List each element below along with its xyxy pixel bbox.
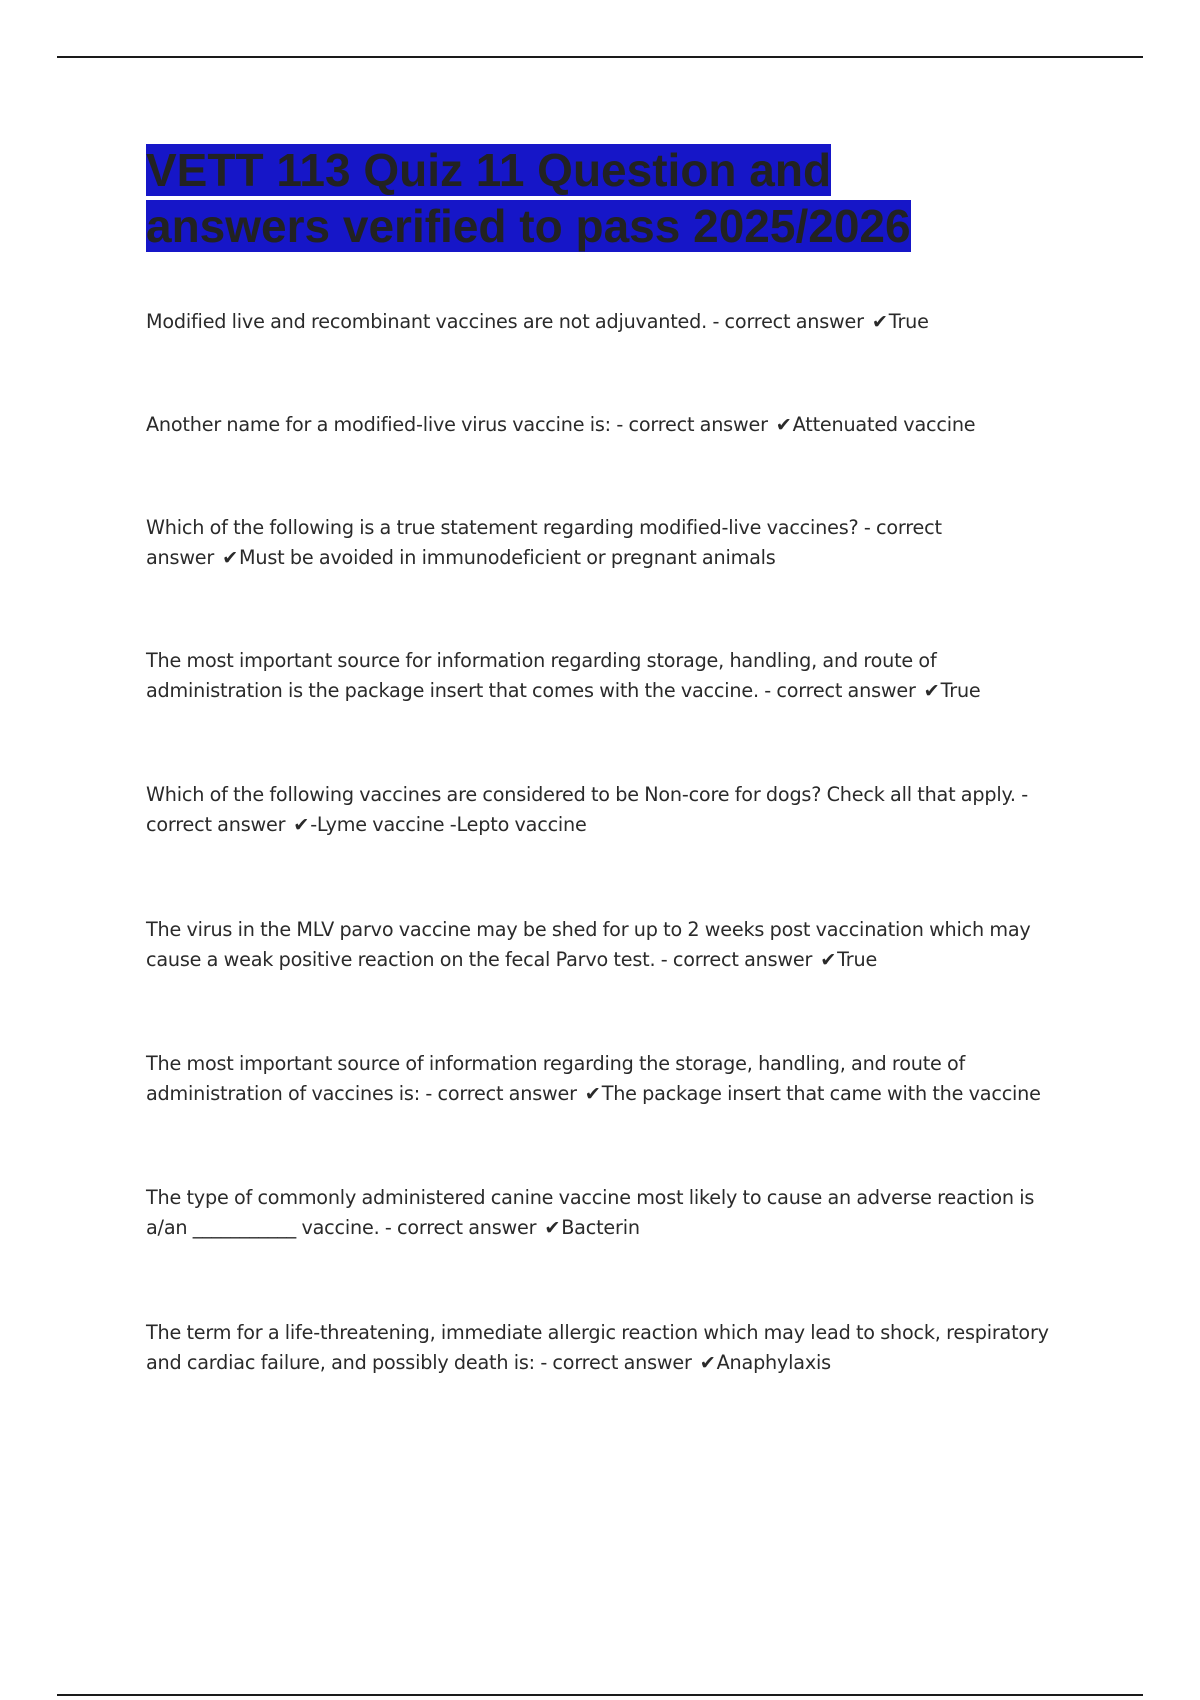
- document-title: [146, 142, 976, 254]
- checkmark-icon: ✔: [820, 948, 837, 971]
- qa-item: [146, 646, 1076, 706]
- header-rule: [57, 56, 1143, 58]
- question-text: Modified live and recombinant vaccines are not adjuvanted.: [146, 310, 708, 333]
- answer-text: Attenuated vaccine: [792, 413, 976, 436]
- answer-text: True: [837, 948, 878, 971]
- correct-answer-label: - correct answer: [425, 1082, 577, 1105]
- correct-answer-label: - correct answer: [712, 310, 864, 333]
- correct-answer-label: - correct answer: [540, 1351, 692, 1374]
- qa-item: [146, 410, 1076, 440]
- qa-item: [146, 1318, 1076, 1378]
- correct-answer-label: - correct answer: [660, 948, 813, 971]
- correct-answer-label: - correct answer: [764, 679, 916, 702]
- document-title-line-2: answers verified to pass 2025/2026: [146, 200, 911, 252]
- correct-answer-label: - correct answer: [146, 783, 1028, 836]
- answer-text: True: [888, 310, 929, 333]
- qa-item: [146, 307, 1076, 337]
- answer-text: Anaphylaxis: [716, 1351, 831, 1374]
- checkmark-icon: ✔: [222, 546, 238, 569]
- checkmark-icon: ✔: [775, 413, 792, 436]
- answer-text: True: [940, 679, 981, 702]
- question-text: The type of commonly administered canine vaccine most likely to cause an adverse reaction is a/an ___________ vaccine.: [146, 1186, 1035, 1239]
- correct-answer-label: - correct answer: [616, 413, 768, 436]
- question-text: The most important source of information regarding the storage, handling, and route of administration of vaccines is:: [146, 1052, 966, 1105]
- qa-item: [146, 1049, 1076, 1109]
- checkmark-icon: ✔: [584, 1082, 601, 1105]
- correct-answer-label: - correct answer: [146, 516, 942, 569]
- question-text: Another name for a modified-live virus vaccine is:: [146, 413, 611, 436]
- checkmark-icon: ✔: [871, 310, 888, 333]
- question-text: The most important source for information regarding storage, handling, and route of administration is the package insert that comes with the vaccine.: [146, 649, 937, 702]
- checkmark-icon: ✔: [544, 1216, 561, 1239]
- checkmark-icon: ✔: [293, 813, 310, 836]
- document-title-line-1: VETT 113 Quiz 11 Question and: [146, 144, 832, 196]
- qa-item: [146, 915, 1076, 975]
- qa-item: [146, 513, 1076, 573]
- question-text: Which of the following vaccines are considered to be Non-core for dogs? Check all that apply.: [146, 783, 1016, 806]
- answer-text: Must be avoided in immunodeficient or pregnant animals: [239, 546, 776, 569]
- answer-text: The package insert that came with the vaccine: [601, 1082, 1041, 1105]
- answer-text: Bacterin: [561, 1216, 640, 1239]
- qa-item: [146, 780, 1076, 840]
- qa-item: [146, 1183, 1076, 1243]
- question-text: Which of the following is a true statement regarding modified-live vaccines?: [146, 516, 859, 539]
- checkmark-icon: ✔: [923, 679, 940, 702]
- correct-answer-label: - correct answer: [384, 1216, 537, 1239]
- checkmark-icon: ✔: [699, 1351, 716, 1374]
- answer-text: -Lyme vaccine -Lepto vaccine: [310, 813, 587, 836]
- question-text: The virus in the MLV parvo vaccine may be shed for up to 2 weeks post vaccination which may cause a weak positive reaction on the fecal Parvo test.: [146, 918, 1031, 971]
- footer-rule: [57, 1694, 1143, 1696]
- question-text: The term for a life-threatening, immediate allergic reaction which may lead to shock, respiratory and cardiac failure, and possibly death is:: [146, 1321, 1049, 1374]
